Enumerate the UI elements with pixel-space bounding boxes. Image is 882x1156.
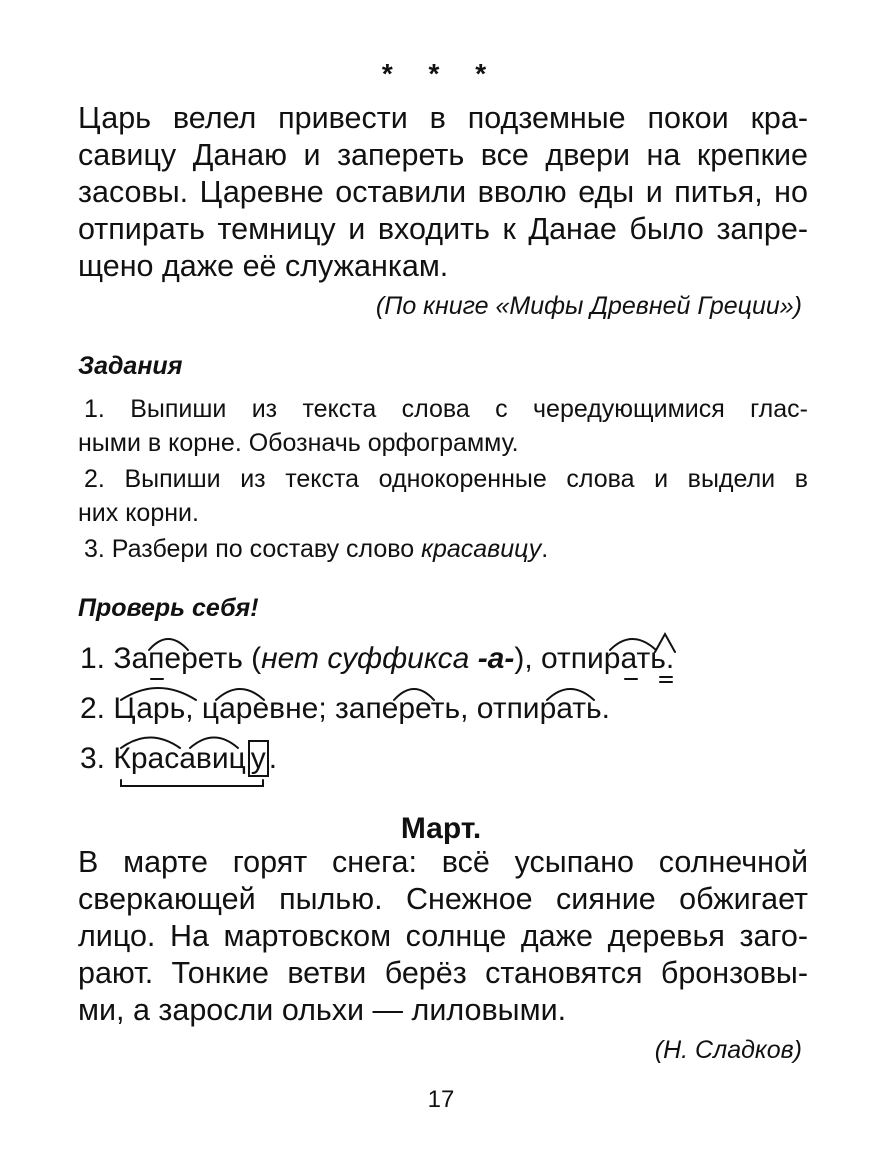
- answer-number: 1.: [80, 642, 114, 675]
- story-line: В марте горят снега: всё усыпано солнечной: [78, 845, 808, 879]
- answer-punct: ),: [514, 642, 542, 675]
- answer-punct: .: [665, 642, 675, 675]
- story-line: савицу Данаю и запереть все двери на крепкие: [78, 138, 808, 172]
- story-line: сверкающей пылью. Снежное сияние обжигает: [78, 882, 808, 916]
- task-item: [78, 392, 808, 460]
- answer-number: 2.: [80, 692, 114, 725]
- answer-stem: Красавиц: [113, 742, 246, 775]
- section-separator: * * *: [381, 58, 501, 89]
- story-source: (Н. Сладков): [654, 1036, 802, 1064]
- page-number: 17: [427, 1086, 455, 1113]
- answer-word: отпирать: [476, 692, 602, 725]
- answer-suffix: -а-: [477, 642, 515, 675]
- story-line: засовы. Царевне оставили вволю еды и питья, но: [78, 175, 808, 209]
- story-line: отпирать темницу и входить к Данае было запре-: [78, 212, 808, 246]
- task-text: ными в корне. Обозначь орфограмму.: [78, 429, 519, 457]
- story-line: Царь велел привести в подземные покои кра-: [78, 101, 808, 135]
- answer-word: запереть: [335, 692, 461, 725]
- story-source: (По книге «Мифы Древней Греции»): [375, 292, 802, 320]
- answer-punct: ;: [318, 692, 335, 725]
- answer-punct: ,: [460, 692, 477, 725]
- story-line: ми, а заросли ольхи — лиловыми.: [78, 993, 567, 1027]
- task-text: них корни.: [78, 499, 199, 527]
- answer-word: Царь: [113, 692, 186, 725]
- answer-ending: у: [248, 740, 269, 777]
- answer-2: [80, 692, 610, 726]
- answer-3: [80, 742, 277, 776]
- story-line: щено даже её служанкам.: [78, 249, 449, 283]
- answer-punct: .: [268, 742, 278, 775]
- task-text: [78, 532, 808, 566]
- story-line: рают. Тонкие ветви берёз становятся бронзовы-: [78, 956, 808, 990]
- story-title: Март.: [400, 812, 482, 845]
- check-heading: Проверь себя!: [78, 594, 259, 622]
- answer-punct: ,: [185, 692, 202, 725]
- answer-punct: .: [601, 692, 610, 725]
- task-text-start: 3. Разбери по составу слово: [84, 535, 422, 563]
- answer-word: Запереть: [113, 642, 243, 675]
- task-word: красавицу: [421, 535, 542, 563]
- task-text: 1. Выпиши из текста слова с чередующимися глас-: [84, 395, 808, 423]
- task-item: [78, 462, 808, 530]
- tasks-heading: Задания: [78, 352, 183, 380]
- stem-bracket: [121, 780, 263, 786]
- answer-word: отпирать: [541, 642, 666, 675]
- task-text-end: .: [541, 535, 549, 563]
- answer-note: нет суффикса: [261, 642, 478, 675]
- story-paragraph: [78, 844, 808, 1029]
- task-text: 2. Выпиши из текста однокоренные слова и выдели в: [84, 465, 808, 493]
- answer-number: 3.: [80, 742, 114, 775]
- story-paragraph: [78, 100, 808, 285]
- answer-1: [80, 642, 674, 676]
- story-line: лицо. На мартовском солнце даже деревья заго-: [78, 919, 808, 953]
- answer-punct: (: [242, 642, 262, 675]
- answer-word: царевне: [201, 692, 319, 725]
- task-item: [78, 532, 808, 566]
